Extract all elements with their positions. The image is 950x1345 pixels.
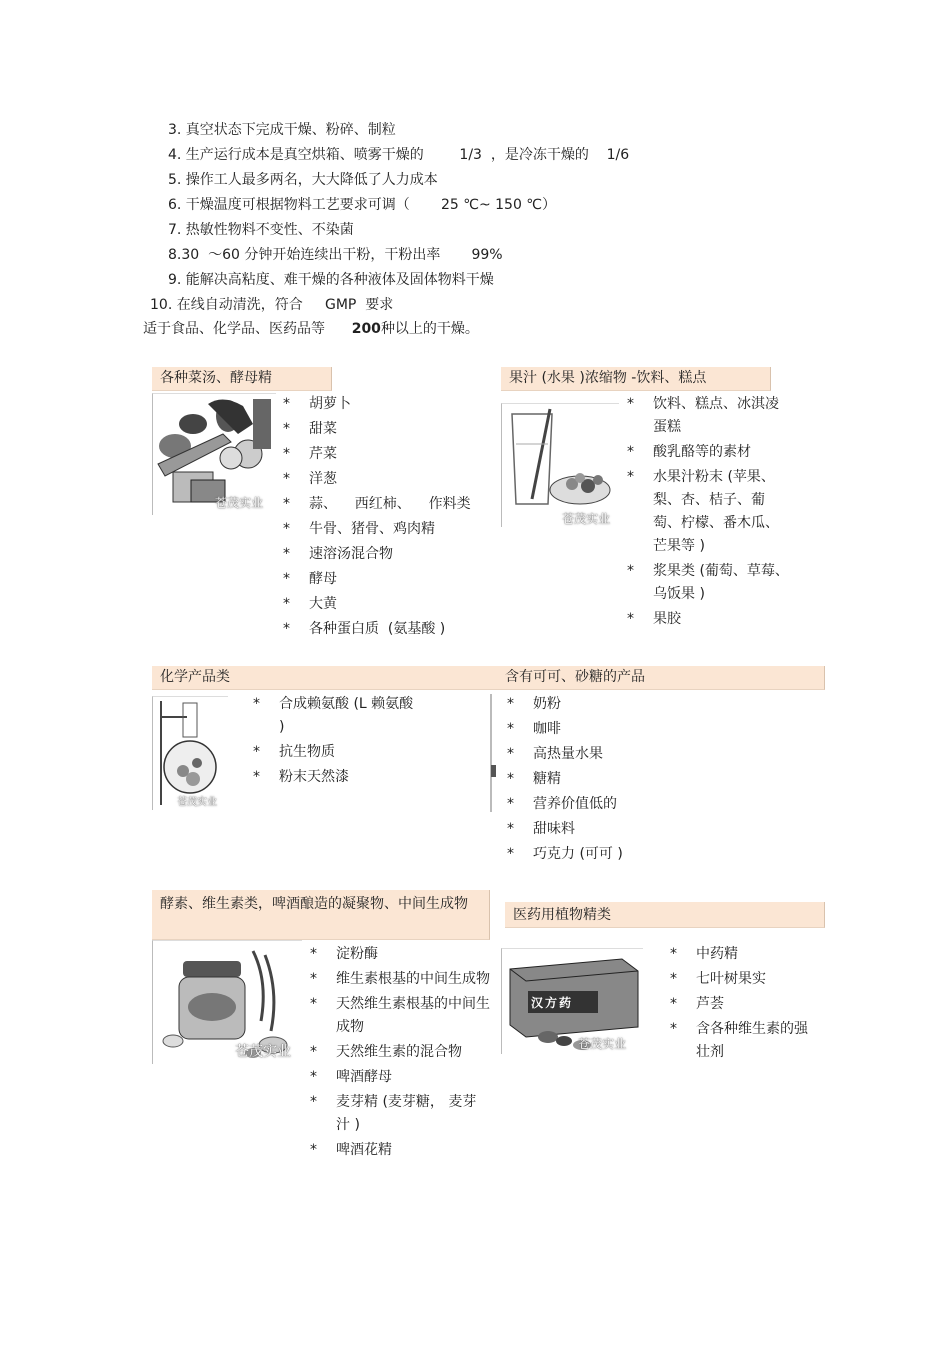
bullet-star: * — [627, 563, 634, 579]
list-item — [507, 743, 707, 766]
cocoa-image-edge — [490, 694, 492, 812]
bullet-star: * — [253, 696, 260, 712]
item-text: 酵母 — [309, 571, 337, 587]
list-item — [253, 766, 418, 789]
bullet-star: * — [253, 744, 260, 760]
bullet-star: * — [310, 971, 317, 987]
feature-line-10: 10. 在线自动清洗，符合 GMP 要求 — [150, 297, 394, 313]
list-item — [627, 466, 792, 558]
item-text: 蒜、 西红柿、 作料类 — [309, 496, 471, 512]
list-item — [310, 968, 490, 991]
item-text: 洋葱 — [309, 471, 337, 487]
list-item — [283, 593, 483, 616]
section-header-soup — [152, 367, 332, 391]
bullet-star: * — [310, 996, 317, 1012]
bullet-star: * — [670, 971, 677, 987]
list-item — [507, 718, 707, 741]
item-text: 大黄 — [309, 596, 337, 612]
section-title-soup: 各种菜汤、酵母精 — [160, 370, 272, 386]
item-text: 奶粉 — [533, 696, 561, 712]
section-title-chemical: 化学产品类 — [160, 669, 230, 685]
bullet-star: * — [627, 611, 634, 627]
bullet-star: * — [283, 421, 290, 437]
list-item — [507, 843, 707, 866]
bullet-star: * — [507, 696, 514, 712]
item-text: 抗生物质 — [279, 744, 335, 760]
feature-line-3: 3. 真空状态下完成干燥、粉碎、制粒 — [168, 122, 396, 138]
list-item — [507, 693, 707, 716]
summary-line — [143, 320, 479, 338]
item-text: 果胶 — [653, 611, 681, 627]
list-chemical — [253, 693, 418, 791]
feature-line-5: 5. 操作工人最多两名，大大降低了人力成本 — [168, 172, 438, 188]
bullet-star: * — [507, 821, 514, 837]
feature-line-8: 8.30 ～60 分钟开始连续出干粉，干粉出率 99% — [168, 247, 503, 263]
list-item — [670, 993, 815, 1016]
list-item — [283, 393, 483, 416]
item-text: 牛骨、猪骨、鸡肉精 — [309, 521, 435, 537]
item-text: 甜菜 — [309, 421, 337, 437]
list-item — [283, 493, 483, 516]
feature-line-9: 9. 能解决高粘度、难干燥的各种液体及固体物料干燥 — [168, 272, 494, 288]
bullet-star: * — [670, 1021, 677, 1037]
bullet-star: * — [283, 496, 290, 512]
item-text: 浆果类 (葡萄、草莓、乌饭果 ) — [653, 563, 789, 602]
flask-image — [152, 696, 228, 810]
bullet-star: * — [310, 1069, 317, 1085]
list-item — [627, 393, 792, 439]
list-item — [507, 818, 707, 841]
list-item — [283, 468, 483, 491]
item-text: 维生素根基的中间生成物 — [336, 971, 490, 987]
list-item — [283, 443, 483, 466]
list-item — [283, 618, 483, 641]
bullet-star: * — [627, 444, 634, 460]
item-text: 麦芽精 (麦芽糖， 麦芽汁 ) — [336, 1094, 477, 1133]
bullet-star: * — [283, 571, 290, 587]
bullet-star: * — [507, 771, 514, 787]
bullet-star: * — [627, 469, 634, 485]
list-item — [253, 741, 418, 764]
bullet-star: * — [310, 1094, 317, 1110]
watermark-text: 苍茂实业 — [578, 1037, 627, 1051]
herbal-box-label: 汉方药 — [531, 996, 574, 1010]
section-header-herbal — [505, 902, 825, 928]
section-title-cocoa: 含有可可、砂糖的产品 — [505, 669, 645, 685]
item-text: 七叶树果实 — [696, 971, 766, 987]
watermark-text: 苍茂实业 — [177, 797, 217, 808]
list-item — [627, 608, 792, 631]
enzyme-image — [152, 940, 302, 1064]
item-text: 淀粉酶 — [336, 946, 378, 962]
list-item — [507, 793, 707, 816]
bullet-star: * — [507, 746, 514, 762]
bullet-star: * — [670, 996, 677, 1012]
item-text: 胡萝卜 — [309, 396, 351, 412]
list-item — [670, 1018, 815, 1064]
item-text: 芦荟 — [696, 996, 724, 1012]
item-text: 天然维生素的混合物 — [336, 1044, 462, 1060]
list-item — [253, 693, 418, 739]
item-text: 高热量水果 — [533, 746, 603, 762]
item-text: 咖啡 — [533, 721, 561, 737]
item-text: 速溶汤混合物 — [309, 546, 393, 562]
item-text: 中药精 — [696, 946, 738, 962]
item-text: 水果汁粉末 (苹果、梨、杏、桔子、葡萄、柠檬、番木瓜、芒果等 ) — [653, 469, 779, 554]
list-item — [283, 543, 483, 566]
summary-prefix: 适于食品、化学品、医药品等 — [143, 321, 352, 337]
bullet-star: * — [627, 396, 634, 412]
list-cocoa — [507, 693, 707, 868]
item-text: 合成赖氨酸 (L 赖氨酸 ) — [279, 696, 414, 735]
watermark-text: 苍茂实业 — [235, 1044, 291, 1060]
list-item — [283, 568, 483, 591]
bullet-star: * — [310, 946, 317, 962]
item-text: 糖精 — [533, 771, 561, 787]
bullet-star: * — [507, 721, 514, 737]
list-item — [310, 943, 490, 966]
item-text: 各种蛋白质 (氨基酸 ) — [309, 621, 446, 637]
list-item — [310, 993, 490, 1039]
bullet-star: * — [283, 596, 290, 612]
bullet-star: * — [507, 846, 514, 862]
section-header-cocoa — [497, 666, 825, 690]
bullet-star: * — [283, 446, 290, 462]
list-item — [310, 1139, 490, 1162]
list-juice — [627, 393, 792, 633]
bullet-star: * — [670, 946, 677, 962]
item-text: 营养价值低的 — [533, 796, 617, 812]
section-header-enzyme — [152, 890, 490, 940]
list-item — [507, 768, 707, 791]
bullet-star: * — [310, 1142, 317, 1158]
list-item — [670, 968, 815, 991]
list-item — [283, 418, 483, 441]
cocoa-image-mark — [491, 765, 496, 777]
bullet-star: * — [283, 471, 290, 487]
bullet-star: * — [283, 396, 290, 412]
feature-line-6: 6. 干燥温度可根据物料工艺要求可调（ 25 ℃~ 150 ℃） — [168, 197, 557, 213]
list-item — [627, 560, 792, 606]
section-title-enzyme: 酵素、维生素类，啤酒酿造的凝聚物、中间生成物 — [160, 896, 468, 912]
list-item — [627, 441, 792, 464]
item-text: 含各种维生素的强壮剂 — [696, 1021, 808, 1060]
herbal-image — [501, 948, 643, 1054]
section-header-chemical — [152, 666, 497, 690]
item-text: 芹菜 — [309, 446, 337, 462]
item-text: 啤酒酵母 — [336, 1069, 392, 1085]
item-text: 巧克力 (可可 ) — [533, 846, 623, 862]
vegetables-image — [152, 393, 276, 515]
list-item — [283, 518, 483, 541]
list-herbal — [670, 943, 815, 1066]
bullet-star: * — [283, 546, 290, 562]
summary-number: 200 — [351, 321, 381, 337]
bullet-star: * — [253, 769, 260, 785]
feature-line-7: 7. 热敏性物料不变性、不染菌 — [168, 222, 354, 238]
list-item — [310, 1041, 490, 1064]
list-item — [310, 1066, 490, 1089]
feature-line-4: 4. 生产运行成本是真空烘箱、喷雾干燥的 1/3 ，是冷冻干燥的 1/6 — [168, 147, 630, 163]
bullet-star: * — [283, 521, 290, 537]
bullet-star: * — [310, 1044, 317, 1060]
section-title-juice: 果汁 (水果 )浓缩物 -饮料、糕点 — [509, 370, 707, 386]
list-item — [310, 1091, 490, 1137]
bullet-star: * — [283, 621, 290, 637]
watermark-text: 苍茂实业 — [215, 496, 264, 510]
item-text: 天然维生素根基的中间生成物 — [336, 996, 490, 1035]
summary-suffix: 种以上的干燥。 — [380, 321, 479, 337]
section-title-herbal: 医药用植物精类 — [513, 907, 611, 923]
list-item — [670, 943, 815, 966]
section-header-juice — [501, 367, 771, 391]
watermark-text: 苍茂实业 — [562, 512, 611, 526]
item-text: 酸乳酪等的素材 — [653, 444, 751, 460]
bullet-star: * — [507, 796, 514, 812]
list-soup — [283, 393, 483, 643]
item-text: 甜味料 — [533, 821, 575, 837]
item-text: 粉末天然漆 — [279, 769, 349, 785]
item-text: 饮料、糕点、冰淇凌蛋糕 — [653, 396, 779, 435]
item-text: 啤酒花精 — [336, 1142, 392, 1158]
list-enzyme — [310, 943, 490, 1164]
juice-glass-illustration — [502, 404, 618, 526]
juice-image — [501, 403, 619, 527]
